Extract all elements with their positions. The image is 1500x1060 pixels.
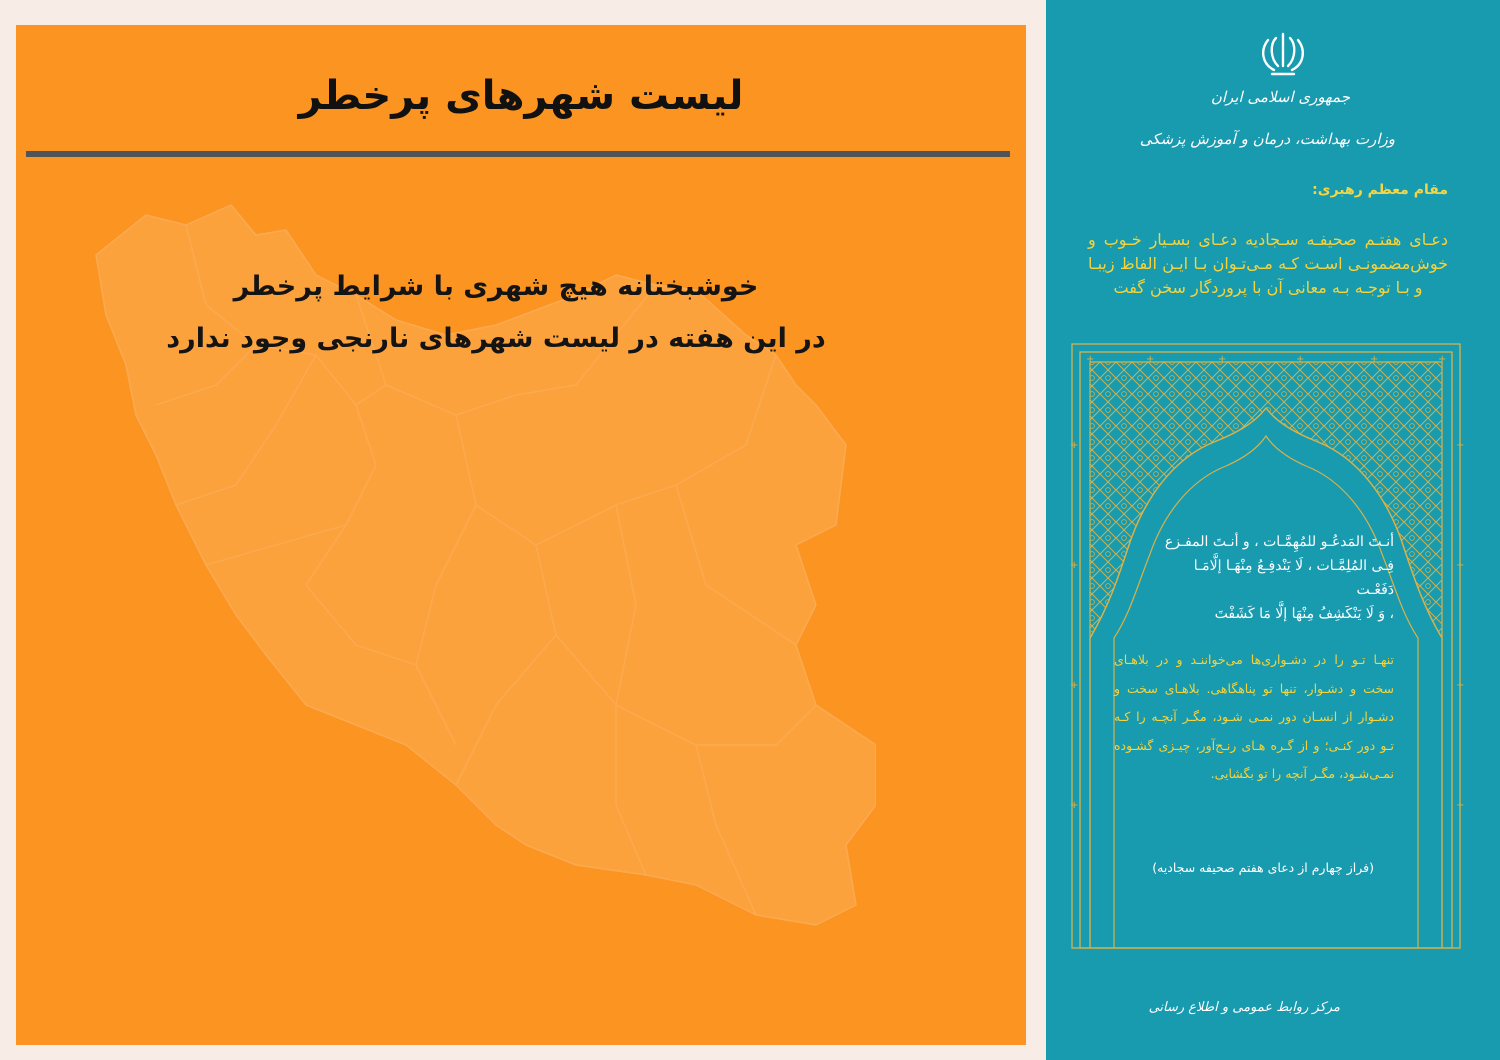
- health-ministry-panel: [1046, 0, 1500, 1060]
- svg-text:+: +: [1370, 354, 1379, 365]
- source-note: (فراز چهارم از دعای هفتم صحیفه سجادیه): [1152, 860, 1374, 875]
- svg-text:+: +: [1070, 800, 1079, 811]
- svg-text:+: +: [1456, 560, 1464, 571]
- svg-text:+: +: [1218, 354, 1227, 365]
- iran-emblem-icon: [1258, 30, 1308, 78]
- arabic-line-3: ، وَ لَا یَنْکَشِفُ مِنْهَا إلَّا مَا کَشَفْتَ: [1214, 606, 1394, 622]
- svg-text:+: +: [1070, 560, 1079, 571]
- high-risk-cities-panel: [16, 25, 1026, 1045]
- svg-text:+: +: [1438, 354, 1447, 365]
- svg-text:+: +: [1296, 354, 1305, 365]
- leader-label: مقام معظم رهبری:: [1312, 182, 1448, 198]
- arabic-line-2: فِـی المُلِمَّـات ، لَا یَنْدفِـعُ مِنْهَـا إلَّامَـا دَفَعْـت: [1193, 558, 1394, 598]
- title-divider: [26, 151, 1010, 157]
- leader-quote: دعـای هفتـم صحیفـه سـجادیه دعـای بسـیار خـوب و خوش‌مضمونـی اسـت کـه مـی‌تـوان بـا ایـن الفاظ زیبـا و بـا توجـه بـه معانی آن با پروردگار سخن گفت: [1088, 230, 1448, 297]
- svg-text:+: +: [1070, 680, 1079, 691]
- status-message-line1: خوشبختانه هیچ شهری با شرایط پرخطر: [233, 271, 759, 302]
- arch-frame-icon: [1068, 338, 1464, 950]
- persian-translation: تنهـا تـو را در دشـواری‌ها می‌خواننـد و در بلاهـای سخت و دشـوار، تنها تو پناهگاهی. بلاهـای سخت و دشـوار از انسـان دور نمـی شـود، مگـر آنچـه را کـه تـو دور کنـی؛ و از گـره هـای رنـج‌آور، چیـزی گشـوده نمـی‌شـود، مگـر آنچه را تو بگشایی.: [1114, 652, 1394, 781]
- status-message: [146, 261, 846, 365]
- page-title: لیست شهرهای پرخطر: [298, 73, 744, 119]
- svg-text:+: +: [1456, 800, 1464, 811]
- status-message-line2: در این هفته در لیست شهرهای نارنجی وجود ندارد: [166, 323, 826, 354]
- arabic-line-1: أنـتَ المَدعُـو للمُهِمَّـات ، و أنـتَ المفـزع: [1164, 534, 1394, 550]
- svg-text:+: +: [1070, 440, 1079, 451]
- svg-text:+: +: [1456, 680, 1464, 691]
- footer-signature: مرکز روابط عمومی و اطلاع رسانی: [1148, 1000, 1340, 1015]
- svg-text:+: +: [1086, 354, 1095, 365]
- ministry-name: وزارت بهداشت، درمان و آموزش پزشکی: [1139, 130, 1395, 148]
- svg-text:+: +: [1146, 354, 1155, 365]
- republic-name: جمهوری اسلامی ایران: [1210, 88, 1350, 106]
- svg-text:+: +: [1456, 440, 1464, 451]
- arabic-prayer: [1164, 530, 1394, 626]
